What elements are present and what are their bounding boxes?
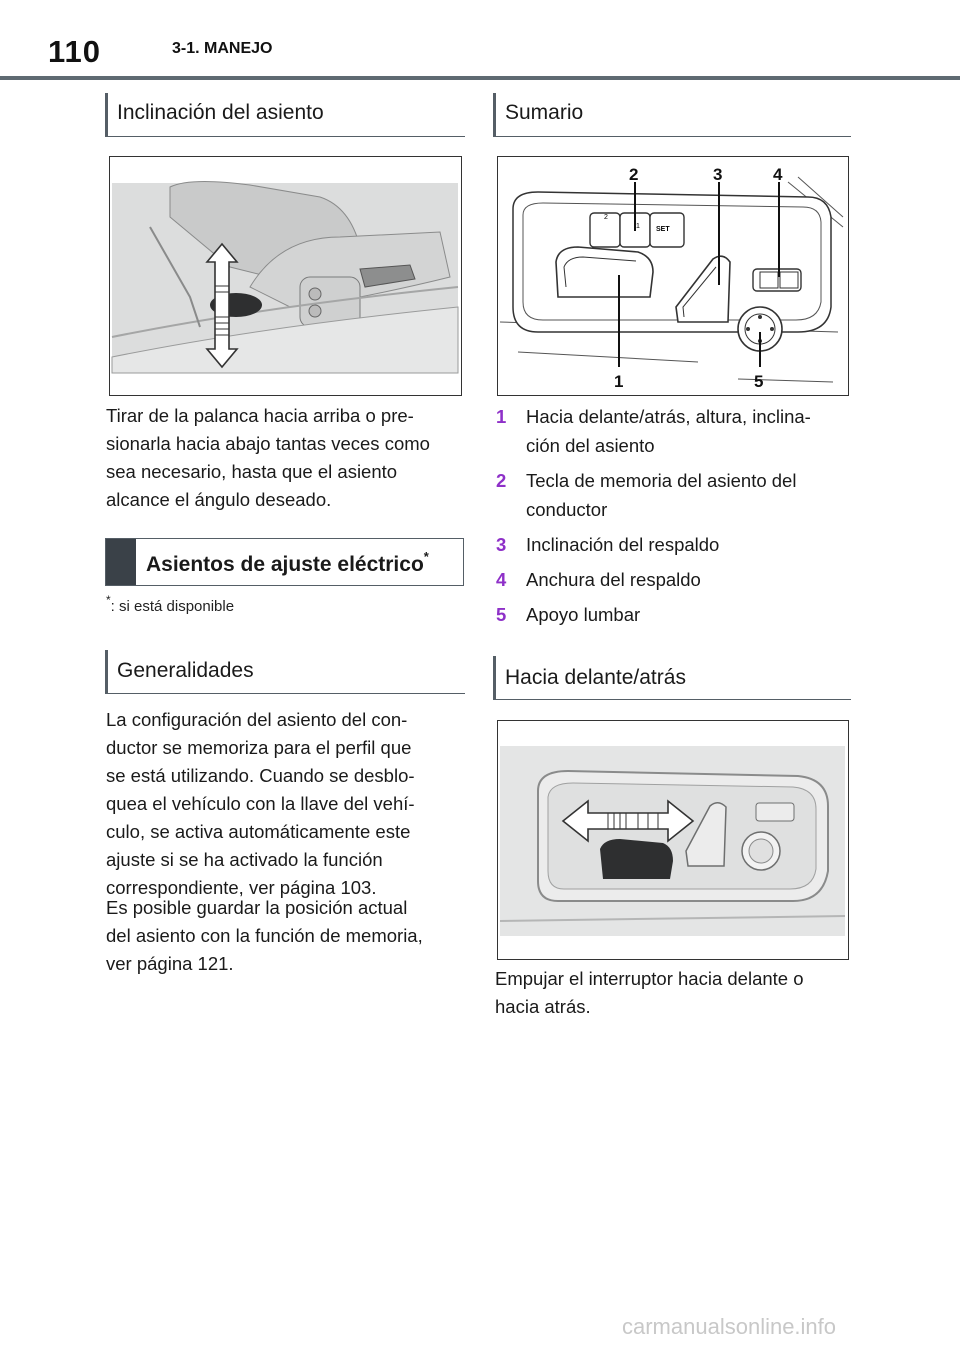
heading-summary-text: Sumario (505, 101, 584, 124)
heading-electric-text (146, 549, 429, 577)
callout-5: 5 (754, 372, 764, 391)
heading-rule (105, 693, 465, 694)
legend-item (496, 530, 856, 559)
legend-text: Apoyo lumbar (526, 604, 641, 625)
chapter-title: 3-1. MANEJO (172, 40, 273, 57)
general-text-2: Es posible guardar la posición actual del asiento con la función de memoria, ver página 121. (106, 897, 423, 974)
heading-bar (105, 93, 108, 137)
watermark: carmanualsonline.info (622, 1314, 837, 1339)
legend-num: 2 (496, 470, 507, 491)
heading-rule (493, 699, 851, 700)
legend-num: 3 (496, 534, 507, 555)
footnote-star: * (106, 593, 111, 607)
figure-seat-tilt-lever (109, 156, 462, 396)
seat-controls-illustration (498, 157, 847, 394)
callout-1: 1 (614, 372, 624, 391)
heading-bar (493, 93, 496, 137)
legend-text: Tecla de memoria del asiento del conductor (526, 470, 797, 520)
tilt-text: Tirar de la palanca hacia arriba o pre- sionarla hacia abajo tantas veces como sea necesario, hasta que el asiento alcance el ángulo deseado. (106, 405, 430, 510)
legend-item (496, 402, 856, 460)
memory-set-label: SET (656, 226, 670, 233)
heading-tilt (105, 93, 465, 137)
heading-tilt-text: Inclinación del asiento (117, 101, 324, 124)
heading-electric-label: Asientos de ajuste eléctrico (146, 553, 424, 576)
forward-back-text: Empujar el interruptor hacia delante o hacia atrás. (495, 968, 804, 1017)
figure-seat-controls-overview (497, 156, 849, 396)
heading-bar (105, 650, 108, 694)
legend-item (496, 565, 856, 594)
legend-list (496, 402, 856, 635)
page-number: 110 (48, 34, 102, 69)
heading-general-text: Generalidades (117, 659, 254, 682)
heading-summary (493, 93, 851, 137)
heading-rule (105, 136, 465, 137)
figure-forward-back-switch (497, 720, 849, 960)
heading-general (105, 650, 465, 694)
forward-back-illustration (498, 721, 847, 958)
callout-4: 4 (773, 165, 783, 184)
memory-button-1-label: 1 (636, 223, 640, 230)
legend-text: Hacia delante/atrás, altura, inclina- ción del asiento (526, 406, 811, 456)
heading-bar (493, 656, 496, 700)
legend-text: Inclinación del respaldo (526, 534, 720, 555)
callout-2: 2 (629, 165, 639, 184)
legend-item (496, 600, 856, 629)
footnote-text: : si está disponible (110, 598, 235, 615)
legend-text: Anchura del respaldo (526, 569, 701, 590)
heading-block (106, 539, 136, 585)
legend-num: 5 (496, 604, 507, 625)
heading-forward-back (493, 656, 851, 700)
general-text-1: La configuración del asiento del con- ductor se memoriza para el perfil que se está utilizando. Cuando se desblo- quea el vehículo con la llave del vehí- culo, se activa automáticamente este ajuste si se ha activado la función correspondiente, ver página 103. (106, 709, 415, 898)
heading-electric-seats (105, 538, 464, 586)
callout-3: 3 (713, 165, 723, 184)
memory-button-2-label: 2 (604, 214, 608, 221)
footnote (106, 593, 235, 615)
legend-item (496, 466, 856, 524)
heading-electric-star: * (423, 549, 429, 564)
heading-rule (493, 136, 851, 137)
seat-tilt-illustration (110, 157, 460, 394)
header-rule (0, 76, 960, 80)
heading-forward-text: Hacia delante/atrás (505, 666, 686, 689)
legend-num: 4 (496, 569, 507, 590)
legend-num: 1 (496, 406, 507, 427)
